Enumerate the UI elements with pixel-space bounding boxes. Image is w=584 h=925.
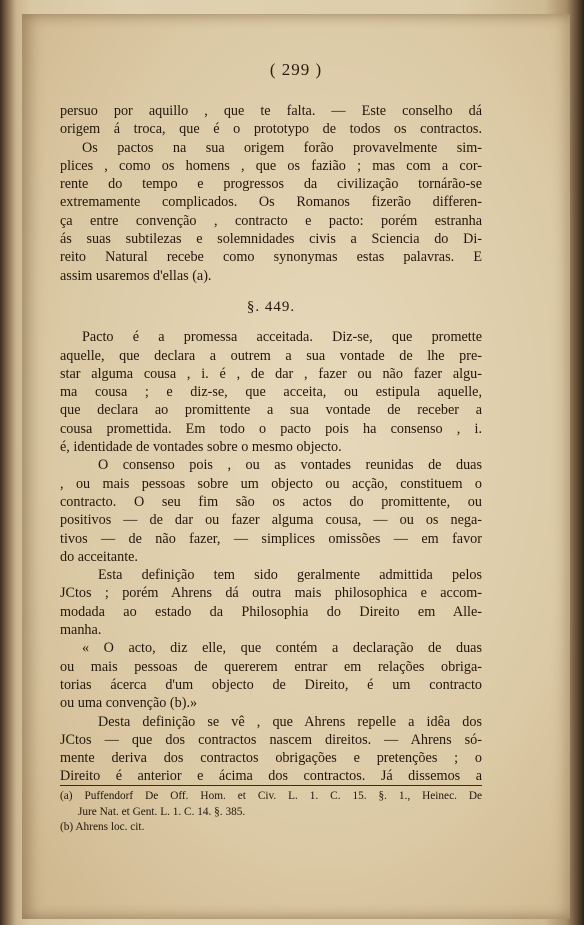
footnote-line: (a) Puffendorf De Off. Hom. et Civ. L. 1. C. 15. §. 1., Heinec. De (60, 790, 482, 802)
text-line: torias ácerca d'um objecto de Direito, é um contracto (60, 676, 482, 693)
text-line: origem á troca, que é o prototypo de todos os contractos. (60, 121, 482, 138)
text-line: persuo por aquillo , que te falta. — Este conselho dá (60, 103, 482, 119)
text-line: ás suas subtilezas e solemnidades civis a Sciencia do Di- (60, 231, 482, 248)
text-line: « O acto, diz elle, que contém a declaração de duas (82, 640, 482, 657)
text-line: extremamente complicados. Os Romanos fizerão differen- (60, 194, 482, 211)
text-line: tivos — de não fazer, — simplices omissões — em favor (60, 530, 482, 547)
text-line: Desta definição se vê , que Ahrens repelle a idêa dos (98, 713, 482, 730)
body-text (60, 102, 482, 786)
text-line: , ou mais pessoas sobre um objecto ou acção, constituem o (60, 475, 482, 492)
page-number: ( 299 ) (269, 60, 323, 79)
text-line: modada ao estado da Philosophia do Direito em Alle- (60, 603, 482, 620)
quotation (60, 639, 482, 712)
text-line: ou mais pessoas de quererem entrar em relações obriga- (60, 658, 482, 675)
text-line: assim usaremos d'ellas (a). (60, 267, 212, 284)
text-line: do acceitante. (60, 548, 138, 565)
text-line: manha. (60, 622, 102, 639)
text-line: plices , como os homens , que os fazião ; mas com a cor- (60, 157, 482, 174)
paragraph (60, 328, 482, 456)
text-line: JCtos — que dos contractos nascem direitos. — Ahrens só- (60, 731, 482, 748)
text-line: Pacto é a promessa acceitada. Diz-se, que promette (82, 329, 482, 346)
text-line: reito Natural recebe como synonymas estas palavras. E (60, 249, 482, 266)
text-line: ma cousa ; e diz-se, que acceita, ou estipula aquelle, (60, 384, 482, 401)
footnote-line: (b) Ahrens loc. cit. (60, 821, 145, 833)
paragraph (60, 456, 482, 566)
text-line: star alguma cousa , i. é , de dar , fazer ou não fazer algu- (60, 365, 482, 382)
book-page (22, 14, 570, 919)
text-line: cousa promettida. Em todo o pacto pois ha consenso , i. (60, 420, 482, 437)
text-line: que declara ao promittente a sua vontade de receber a (60, 402, 482, 419)
footnotes (60, 785, 482, 836)
text-line: O consenso pois , ou as vontades reunidas de duas (98, 457, 482, 474)
text-line: ça entre convenção , contracto e pacto: porém estranha (60, 212, 482, 229)
footnote-line: Jure Nat. et Gent. L. 1. C. 14. §. 385. (78, 805, 246, 818)
paragraph (60, 566, 482, 639)
text-line: ou uma convenção (b).» (60, 695, 198, 712)
text-line: Esta definição tem sido geralmente admittida pelos (98, 567, 482, 584)
text-line: rente do tempo e progressos da civilização tornárão-se (60, 176, 482, 193)
text-line: contracto. O seu fim são os actos do promittente, ou (60, 493, 482, 510)
text-line: Os pactos na sua origem forão provavelmente sim- (82, 139, 482, 156)
section-heading: §. 449. (246, 298, 296, 315)
paragraph (60, 713, 482, 786)
text-line: aquelle, que declara a outrem a sua vontade de lhe pre- (60, 347, 482, 364)
text-line: JCtos ; porém Ahrens dá outra mais philosophica e accom- (60, 585, 482, 602)
text-line: Direito é anterior e ácima dos contractos. Já dissemos a (60, 768, 482, 785)
text-line: é, identidade de vontades sobre o mesmo objecto. (60, 439, 342, 456)
text-line: mente deriva dos contractos obrigações e pretenções ; o (60, 750, 482, 767)
text-line: positivos — de dar ou fazer alguma cousa, — ou os nega- (60, 512, 482, 529)
paragraph (60, 102, 482, 285)
